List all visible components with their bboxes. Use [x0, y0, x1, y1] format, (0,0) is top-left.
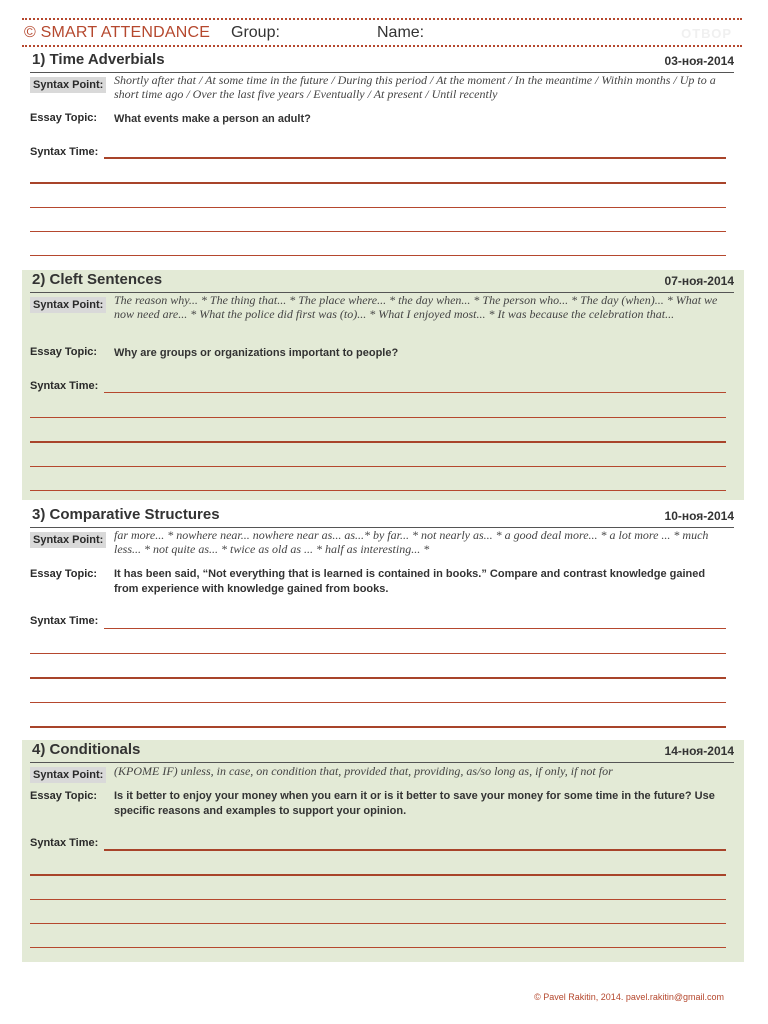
writing-line[interactable] [30, 874, 726, 876]
page-header [24, 22, 744, 46]
syntax-point-text: far more... * nowhere near... nowhere near as... as...* by far... * not nearly as... * a good deal more... * a lot more ... * much less... * not quite as... * twice as old as ... * half as interesting... * [114, 528, 709, 556]
writing-line[interactable] [30, 466, 726, 467]
writing-line[interactable] [30, 490, 726, 491]
syntax-time-label: Syntax Time: [30, 615, 99, 627]
writing-line[interactable] [30, 923, 726, 924]
essay-topic-text: Why are groups or organizations important to people? [114, 347, 399, 359]
syntax-point-label: Syntax Point: [30, 767, 106, 783]
essay-topic-label: Essay Topic: [30, 112, 98, 124]
essay-topic-label: Essay Topic: [30, 790, 98, 802]
writing-line[interactable] [30, 182, 726, 184]
syntax-point-label: Syntax Point: [30, 532, 106, 548]
syntax-point-text: Shortly after that / At some time in the future / During this period / At the moment / In the meantime / Within months / Up to a short time ago / Over the last five years / Eventually / At present / Until recently [114, 73, 716, 101]
section-date: 14-ноя-2014 [664, 744, 734, 758]
essay-topic-text: What events make a person an adult? [114, 113, 311, 125]
writing-line[interactable] [30, 653, 726, 654]
section-conditionals [22, 740, 744, 962]
syntax-point-label: Syntax Point: [30, 297, 106, 313]
essay-topic-text: It has been said, “Not everything that is learned is contained in books.” Compare and contrast knowledge gained from experience with knowledge gained from books. [114, 568, 706, 595]
writing-line[interactable] [30, 231, 726, 232]
footer-credit: © Pavel Rakitin, 2014. pavel.rakitin@gmail.com [534, 992, 724, 1002]
writing-line[interactable] [30, 702, 726, 703]
syntax-point-label: Syntax Point: [30, 77, 106, 93]
ghost-watermark: ОТВОР [681, 26, 732, 41]
title-underline [30, 762, 734, 763]
top-dotted-border [22, 18, 742, 20]
essay-topic-label: Essay Topic: [30, 568, 98, 580]
essay-topic-text: Is it better to enjoy your money when you earn it or is it better to save your money for some time in the future? Use specific reasons and examples to support your opinion. [114, 790, 715, 817]
syntax-point-text: (KPOME IF) unless, in case, on condition that, provided that, providing, as/so long as, if only, if not for [114, 764, 613, 778]
syntax-time-label: Syntax Time: [30, 146, 99, 158]
section-title: 3) Comparative Structures [32, 506, 220, 523]
essay-topic-label: Essay Topic: [30, 346, 98, 358]
section-title: 2) Cleft Sentences [32, 271, 163, 288]
syntax-time-label: Syntax Time: [30, 837, 99, 849]
section-comparative-structures [22, 505, 744, 733]
writing-line[interactable] [30, 726, 726, 728]
writing-line[interactable] [30, 947, 726, 948]
writing-line[interactable] [30, 255, 726, 256]
writing-line[interactable] [104, 628, 726, 629]
section-date: 10-ноя-2014 [664, 509, 734, 523]
section-cleft-sentences [22, 270, 744, 500]
section-date: 07-ноя-2014 [664, 274, 734, 288]
section-title: 1) Time Adverbials [32, 51, 165, 68]
section-date: 03-ноя-2014 [664, 54, 734, 68]
writing-line[interactable] [104, 849, 726, 851]
brand-title: © SMART ATTENDANCE [24, 24, 211, 41]
header-dotted-border [22, 45, 742, 47]
writing-line[interactable] [30, 417, 726, 418]
name-label: Name: [377, 24, 425, 41]
writing-line[interactable] [104, 157, 726, 159]
writing-line[interactable] [30, 207, 726, 208]
syntax-time-label: Syntax Time: [30, 380, 99, 392]
section-time-adverbials [22, 50, 744, 264]
section-title: 4) Conditionals [32, 741, 141, 758]
writing-line[interactable] [104, 392, 726, 393]
writing-line[interactable] [30, 677, 726, 679]
writing-line[interactable] [30, 899, 726, 900]
group-label: Group: [231, 24, 280, 41]
writing-line[interactable] [30, 441, 726, 443]
syntax-point-text: The reason why... * The thing that... * The place where... * the day when... * The person who... * The day (when)... * What we now need are... * What the police did first was (to)... * What I enjoyed most... * It was because the celebration that... [114, 293, 718, 321]
